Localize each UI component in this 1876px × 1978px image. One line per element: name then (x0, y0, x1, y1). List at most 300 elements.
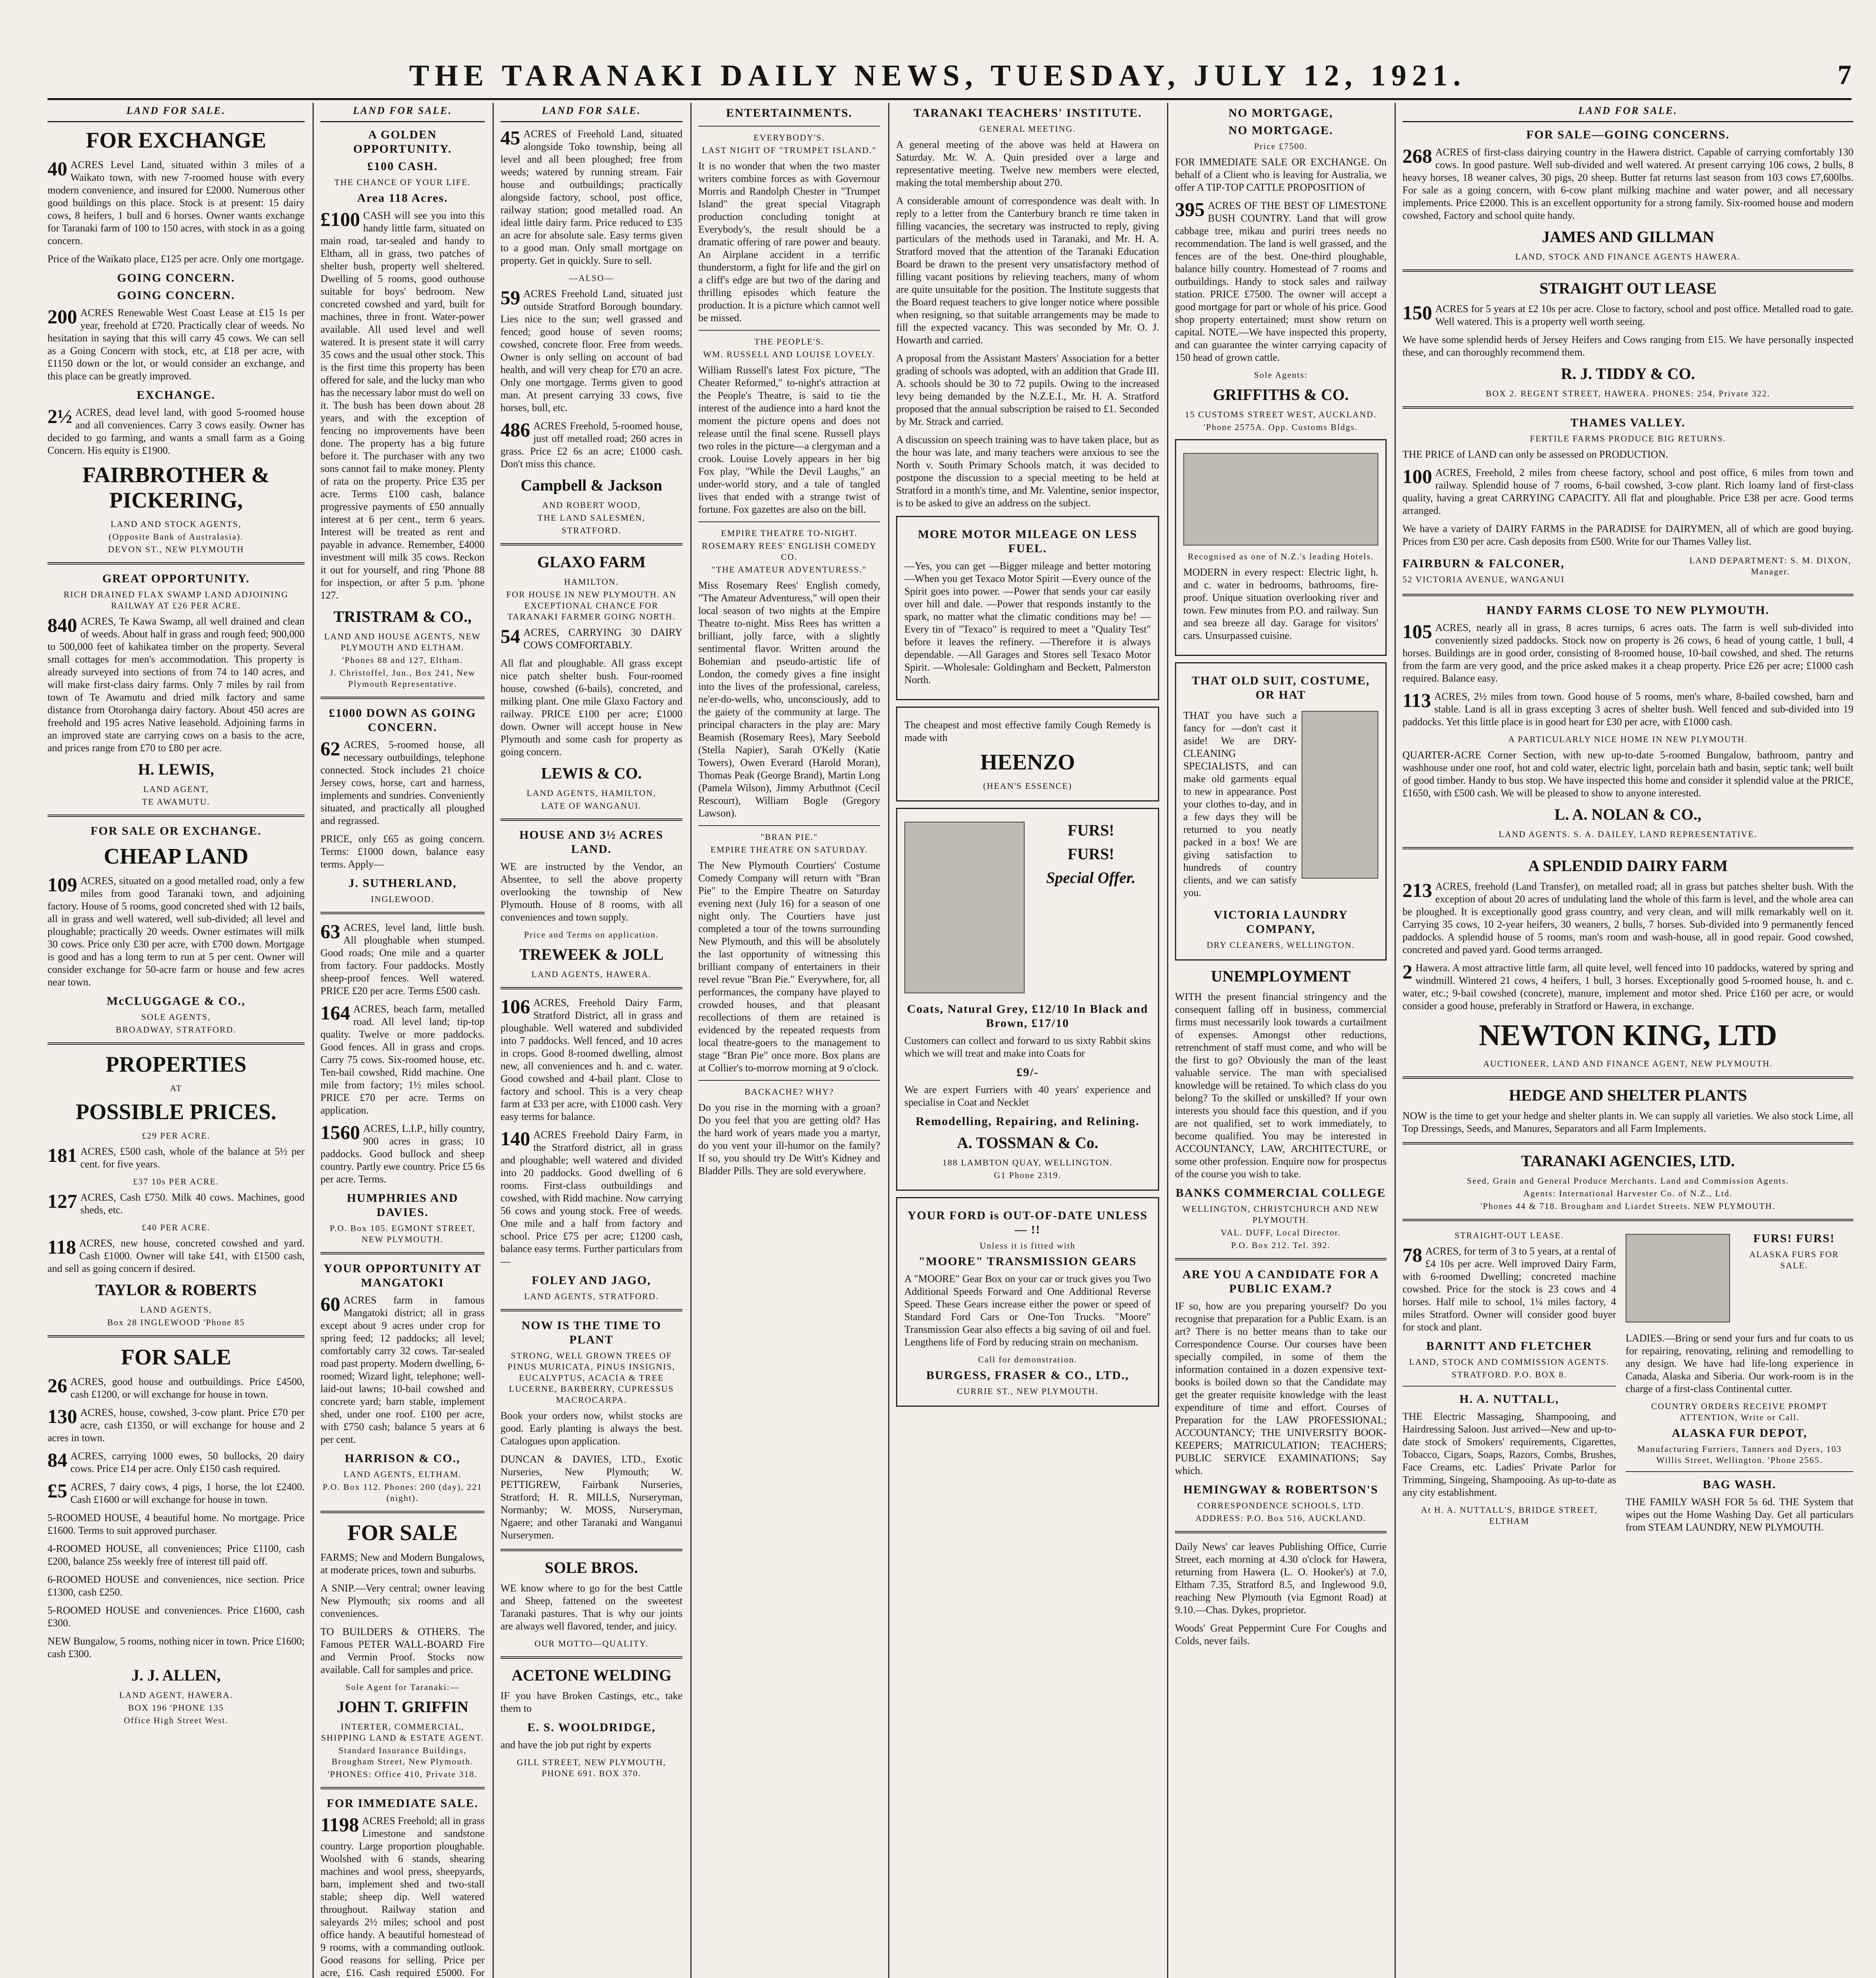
divider (500, 543, 682, 546)
classified-ad (47, 406, 305, 457)
agent-address: (Opposite Bank of Australasia). (108, 532, 244, 542)
ad-text: A "MOORE" Gear Box on your car or truck gives you Two Additional Speeds Forward and One Additional Reverse Speed. These Gears increase either the power or speed of Standard Ford Cars or One-Ton Trucks. "Moore" Transmission Gear also effects a big saving of oil and fuel. Lengthens life of Ford by reducing strain on mechanism. (904, 1273, 1151, 1348)
agent-subtitle: LAND, STOCK AND COMMISSION AGENTS. (1409, 1357, 1610, 1367)
agent-address: At H. A. NUTTALL'S, BRIDGE STREET, ELTHAM (1421, 1505, 1598, 1526)
agent-name: JAMES AND GILLMAN (1542, 228, 1714, 246)
agent-address: 52 VICTORIA AVENUE, WANGANUI (1402, 574, 1565, 584)
ad-heading: PROPERTIES (106, 1052, 246, 1077)
ad-number: 62 (320, 737, 340, 760)
divider (47, 815, 305, 817)
ad-text: ACRES Freehold Land, situated just outside Stratford Borough boundary. Lies nice to the sun; well grassed and fenced; good house of seven rooms; cowshed, concrete floor. Free from weeds. Owner is only selling on account of bad health, and will very cheap for £70 an acre. Only one mortgage. Terms given to good man. At present carrying 33 cows, five horses, bull, etc. (500, 288, 682, 413)
ad-heading: MORE MOTOR MILEAGE ON LESS FUEL. (918, 528, 1137, 555)
classified-ad: NEW Bungalow, 5 rooms, nothing nicer in town. Price £1600; cash £300. (47, 1635, 305, 1660)
ad-number: 127 (47, 1190, 77, 1212)
masthead (16, 55, 1859, 95)
agent-address: P.O. Box 112. Phones: 200 (day), 221 (night). (322, 1482, 483, 1503)
ad-number: 26 (47, 1374, 67, 1396)
ad-subheading: THE CHANCE OF YOUR LIFE. (334, 177, 471, 187)
article-text: William Russell's latest Fox picture, "The Cheater Reformed," to-night's attraction at the People's Theatre, is said to tie the interest of the audience into a hard knot the moment the picture opens and does not release until the final scene. Russell plays two roles in the picture—a clergyman and a crook. Louise Lovely appears in her big Fox play, "While the Devil Laughs," an under-world story, and a tale of tangled lives that ended with a strange twist of fortune. Fox gazettes are also on the bill. (698, 364, 880, 515)
agent-address: P.O. Box 105. EGMONT STREET, NEW PLYMOUTH. (330, 1223, 476, 1244)
ad-subheading: ALASKA FURS FOR SALE. (1749, 1249, 1839, 1270)
classified-ad (47, 1191, 305, 1216)
ad-heading: FOR IMMEDIATE SALE. (326, 1797, 479, 1810)
ad-text: ACRES Renewable West Coast Lease at £15 1s per year, freehold at £720. Practically clear of weeds. No hesitation in saying that this will carry 45 cows. We can sell as a Going Concern with stock, etc, at £18 per acre, with £1150 down or the lot, or would consider an exchange, and this place can be greatly improved. (47, 307, 305, 382)
fox-furs-block (1626, 1228, 1853, 1328)
ad-subheading: GOING CONCERN. (117, 271, 235, 284)
agent-address: Box 28 INGLEWOOD 'Phone 85 (107, 1317, 245, 1327)
classified-ad (320, 1294, 485, 1446)
ad-text: Customers can collect and forward to us sixty Rabbit skins which we will treat and make into Coats for (904, 1035, 1151, 1059)
ad-number: 59 (500, 286, 520, 309)
ad-text: QUARTER-ACRE Corner Section, with new up-to-date 5-roomed Bungalow, bathroom, pantry and washhouse under one roof, hot and cold water, electric light, porcelain bath and basin, septic tank; well built of good timber. Handy to bus stop. We have inspected this home and consider it splendid value at the PRICE, £1650, with £500 cash. We will be pleased to show to anyone interested. (1402, 749, 1853, 799)
ad-number: 105 (1402, 620, 1432, 642)
agent-name: H. LEWIS, (138, 760, 214, 778)
ad-text: ACRES Freehold Dairy Farm, in the Stratford district, all in grass and ploughable; well watered and divided into 20 paddocks. Good dwelling of 6 rooms. First-class outbuildings and cowshed, with Ridd machine. Now carrying 56 cows and young stock. Free of weeds. One mile and a half from factory and school. Price £75 per acre; £1200 cash, balance easy terms. Further particulars from— (500, 1129, 682, 1267)
classified-ad: FARMS; New and Modern Bungalows, at moderate prices, town and suburbs. (320, 1552, 485, 1576)
divider (1402, 1142, 1853, 1144)
ad-text: ACRES, 2½ miles from town. Good house of 5 rooms, men's whare, 8-bailed cowshed, barn and stable. Land is all in grass excepting 3 acres of shelter bush. Well fenced and sub-divided into 19 paddocks. Yet this little place is in good heart for £30 per acre, with £1000 cash. (1402, 691, 1853, 728)
column-divider (493, 103, 494, 1978)
divider (500, 1309, 682, 1311)
ad-text: All flat and ploughable. All grass except nice patch shelter bush. Four-roomed house, cowshed (6-bails), concreted, and milking plant. One mile Glaxo Factory and railway. PRICE £100 per acre; £1000 down. Owner will accept house in New Plymouth and some cash for property as going concern. (500, 657, 682, 758)
classified-ad: 5-ROOMED HOUSE and conveniences. Price £1600, cash £300. (47, 1605, 305, 1629)
agent-name: GRIFFITHS & CO. (1213, 386, 1349, 404)
agent-address: LATE OF WANGANUI. (541, 801, 642, 811)
agent-subtitle: DRY CLEANERS, WELLINGTON. (1207, 940, 1355, 950)
article-heading: BACKACHE? WHY? (744, 1087, 834, 1097)
ad-text: ACRES, dead level land, with good 5-roomed house and all conveniences. Carry 3 cows easily. Owner has decided to go farming, and wants a small farm as a Going Concern. His equity is £1900. (47, 407, 305, 456)
ad-text: ACRES, for term of 3 to 5 years, at a rental of £4 10s per acre. Well improved Dairy Farm, with 6-roomed Dwelling; concreted machine cowshed. Price for the stock is 23 cows and 4 horses. Half mile to school, 1¼ miles factory, 4 miles Stratford. Owner will consider good buyer for stock and plant. (1402, 1245, 1616, 1333)
ad-heading: FOR EXCHANGE (86, 128, 266, 153)
ad-text: ACRES, level land, little bush. All ploughable when stumped. Good roads; One mile and a quarter from factory. Four paddocks. Mostly sheep-proof fences. Well watered. PRICE £20 per acre. Terms £500 cash. (320, 922, 485, 997)
ad-text: ACRES, CARRYING 30 DAIRY COWS COMFORTABLY. (523, 627, 682, 651)
divider (1626, 1471, 1853, 1472)
agent-name: BURGESS, FRASER & CO., LTD., (926, 1369, 1129, 1382)
agent-name: JOHN T. GRIFFIN (337, 1698, 468, 1716)
ad-subheading: GREAT OPPORTUNITY. (102, 572, 250, 585)
ad-heading: FURS! (1067, 845, 1114, 863)
agent-name: BANKS COMMERCIAL COLLEGE (1175, 1186, 1386, 1199)
ad-heading: £100 CASH. (367, 160, 438, 173)
ad-text: We have some splendid herds of Jersey Heifers and Cows ranging from £15. We have personally inspected these, and can thoroughly recommend them. (1402, 334, 1853, 358)
ad-number: 1198 (320, 1813, 359, 1836)
ad-heading: HEDGE AND SHELTER PLANTS (1508, 1086, 1747, 1104)
classified-ad (500, 420, 682, 470)
ad-number: 60 (320, 1293, 340, 1315)
ad-text: and have the job put right by experts (500, 1739, 651, 1751)
ad-text: IF so, how are you preparing yourself? Do you recognise that preparation for a Public Exam. is an art? There is no better means than to take our Correspondence Course. Our courses have been specially compiled, in some of them the information contained in a dozen expensive text-books is boiled down so that the Candidate may get the greater requisite knowledge with the least expenditure of time and effort. Courses of Preparation for the LAW PROFESSIONAL; ACCOUNTANCY; THE UNIVERSITY BOOK-KEEPERS; MATRICULATION; TEACHERS; PUBLIC SERVICE EXAMINATIONS; Say which. (1175, 1300, 1387, 1476)
ad-text: ACRES, freehold (Land Transfer), on metalled road; all in grass but patches shelter bush. With the exception of about 20 acres of undulating land the whole of this farm is level, and the whole area can be ploughed. It is exceptionally good grass country, and very clean, and will milk remarkably well on it. Carrying 35 cows, 10 2-year heifers, 30 weaners, 2 bulls, 7 horses. Sub-divided into 9 permanently fenced paddocks. A splendid house of 5 rooms, man's room and wash-house, all in good repair. Good cowshed, concreted and paved yard. Good terms arranged. (1402, 881, 1853, 955)
ad-subheading: RICH DRAINED FLAX SWAMP LAND ADJOINING RAILWAY AT £26 PER ACRE. (63, 589, 289, 610)
article-subheading: "THE AMATEUR ADVENTURESS." (711, 565, 867, 574)
ad-subheading: Call for demonstration. (978, 1355, 1077, 1364)
classified-ad (1402, 690, 1853, 728)
column-1 (47, 103, 305, 1978)
agent-address: BOX 2. REGENT STREET, HAWERA. PHONES: 254, Private 322. (1486, 388, 1770, 398)
divider (1402, 406, 1853, 409)
ad-text: ACRES Freehold; all in grass Limestone and sandstone country. Large proportion ploughable. Woolshed with 6 stands, shearing machines and wool press, sheepyards, barn, implement shed and two-stall stable; sheep dip. Well watered throughout. Railway station and saleyards 2½ miles; school and post office handy. A beautiful homestead of 9 rooms, with a commanding outlook. Good reasons for selling. Price per acre, £16. Cash required £5000. For (320, 1815, 485, 1978)
ad-text: MODERN in every respect: Electric light, h. and c. water in bedrooms, bathrooms, fire-proof. Unique situation overlooking river and town. Few minutes from P.O. and railway. Sun and sea breeze all day. Garage for visitors' cars. Unsurpassed cuisine. (1183, 566, 1378, 641)
ad-text: ACRES, Freehold Dairy Farm, Stratford District, all in grass and ploughable. Well watered and subdivided into 7 paddocks. Well fenced, and 10 acres in crops. Good 8-roomed dwelling, almost new, all conveniences and h. and c. water. Good cowshed and 4-bail plant. Close to factory and school. This is a very cheap farm at £33 per acre, with £1000 cash. Very easy terms for balance. (500, 997, 682, 1122)
furs-ad-top (904, 816, 1151, 999)
ad-text: ACRES, house, cowshed, 3-cow plant. Price £70 per acre, cash £1350, or will exchange for house and 2 acres in town. (47, 1407, 305, 1444)
classified-ad (320, 1815, 485, 1978)
ad-number: 181 (47, 1144, 77, 1166)
ad-text: DUNCAN & DAVIES, LTD., Exotic Nurseries, New Plymouth; W. PETTIGREW, Fairbank Nurseries, Stratford; H. R. MILLS, Nurseryman, Normanby; W. MOSS, Nurseryman, Ngaere; and other Taranaki and Wanganui Nurserymen. (500, 1453, 682, 1541)
column-divider (1395, 103, 1396, 1978)
ad-subheading: AT (170, 1083, 182, 1093)
price-line: £40 PER ACRE. (142, 1222, 210, 1232)
bottom-left (1402, 1228, 1616, 1539)
furs-heading-block (1735, 1228, 1853, 1328)
article-text: Miss Rosemary Rees' English comedy, "The Amateur Adventuress," will open their local season of two nights at the Empire Theatre to-night. Miss Rees has written a brilliant, jolly farce, with a slightly sentimental flavor. Written around the Bohemian and pseudo-artistic life of London, the comedy gives a fine insight into the lives of the professional, careless, ne'er-do-wells, who, unconsciously, add to the gaiety of the community at large. The principal characters in the play are: Mary Beamish (Rosemary Rees), Mary Seebold (Stella Napier), Sarah O'Kelly (Katie Towers), Owen Everard (Harold Moran), Thomas Peak (George Brand), Martin Long (Pamela Wilson), Jimmy Arbuthnot (Cecil Rescourt), William Bogle (Gregory Lawson). (698, 580, 880, 819)
classified-ad (320, 1122, 485, 1186)
column-2 (320, 103, 485, 1978)
ad-heading: YOUR OPPORTUNITY AT MANGATOKI (324, 1262, 481, 1289)
ad-text: ACRES, 7 dairy cows, 4 pigs, 1 horse, the lot £2400. Cash £1600 or will exchange for house in town. (70, 1481, 305, 1505)
bottom-row (1402, 1228, 1853, 1539)
classified-ad: 5-ROOMED HOUSE, 4 beautiful home. No mortgage. Price £1600. Terms to suit approved purchaser. (47, 1512, 305, 1536)
ad-subheading: STRONG, WELL GROWN TREES OF PINUS MURICATA, PINUS INSIGNIS, EUCALYPTUS, ACACIA & TREE LUCERNE, BARBERRY, CUPRESSUS MACROCARPA. (508, 1351, 675, 1405)
column-divider (888, 103, 889, 1978)
ad-subheading: GOING CONCERN. (117, 289, 235, 302)
agent-address: DEVON ST., NEW PLYMOUTH (108, 544, 244, 554)
agent-address: GILL STREET, NEW PLYMOUTH, PHONE 691. BOX 370. (517, 1757, 666, 1778)
agent-name: R. J. TIDDY & CO. (1561, 365, 1695, 383)
agent-address: BOX 196 'PHONE 135 (128, 1703, 224, 1713)
agent-address: CURRIE ST., NEW PLYMOUTH. (957, 1386, 1099, 1396)
ad-text: ACRES, L.I.P., hilly country, 900 acres in grass; 10 paddocks. Good bullock and sheep country. Partly ewe country. Price £5 6s per acre. Terms. (320, 1123, 485, 1185)
ad-text: THE PRICE of LAND can only be assessed on PRODUCTION. (1402, 449, 1668, 460)
agent-name: FAIRBROTHER & PICKERING, (82, 463, 270, 513)
man-in-suit-illustration (1302, 711, 1378, 879)
classified-ad (500, 1129, 682, 1268)
agent-name: BARNITT AND FLETCHER (1426, 1340, 1592, 1353)
ad-heading: FOR SALE (121, 1345, 231, 1370)
ad-subheading: EXCHANGE. (136, 388, 216, 402)
column-divider (313, 103, 314, 1978)
agent-name: NEWTON KING, LTD (1479, 1019, 1777, 1052)
ad-subheading: Recognised as one of N.Z.'s leading Hotels. (1188, 551, 1374, 561)
divider (1175, 1258, 1387, 1260)
ad-text: ACRES, beach farm, metalled road. All level land; tip-top quality. Twelve or more paddocks. Good fences. All in grass and crops. Carry 75 cows. Six-roomed house, etc. Ten-bail cowshed, Ridd machine. One mile from factory; 1½ miles school. PRICE £70 per acre. Terms on application. (320, 1003, 485, 1116)
divider (1402, 1386, 1616, 1387)
ad-heading: FURS! FURS! (1753, 1232, 1835, 1245)
ad-heading: STRAIGHT-OUT LEASE. (1454, 1230, 1564, 1240)
bottom-right (1626, 1228, 1853, 1539)
fox-illustration (1626, 1234, 1730, 1322)
ad-number: 150 (1402, 301, 1432, 324)
agent-subtitle: LAND AND HOUSE AGENTS, NEW PLYMOUTH AND ELTHAM. (324, 631, 481, 652)
section-header: TARANAKI TEACHERS' INSTITUTE. (913, 106, 1142, 119)
ad-text: LADIES.—Bring or send your furs and fur coats to us for repairing, renovating, relining and remodelling to any design. We have had life-long experience in Canada, Alaska and Siberia. Our work-room is in the charge of a first-class Continental cutter. (1626, 1332, 1853, 1394)
classified-ad: 6-ROOMED HOUSE and conveniences, nice section. Price £1300, cash £250. (47, 1574, 305, 1598)
agent-name: ALASKA FUR DEPOT, (1671, 1427, 1808, 1440)
ad-heading: GLAXO FARM (537, 553, 646, 571)
article-subheading: WM. RUSSELL AND LOUISE LOVELY. (703, 349, 875, 359)
ad-text: We are expert Furriers with 40 years' experience and specialise in Coat and Necklet (904, 1084, 1151, 1108)
furs-ad (896, 808, 1159, 1191)
divider (320, 697, 485, 699)
ad-text: ACRES Freehold, 5-roomed house, just off metalled road; 260 acres in grass. Price £2 6s an acre; £1000 cash. Don't miss this chance. (500, 420, 682, 470)
ad-number: 395 (1175, 198, 1205, 220)
article-text: A general meeting of the above was held at Hawera on Saturday. Mr. W. A. Quin presided over a large and representative meeting. Twelve new members were elected, making the total membership about 270. (896, 139, 1159, 188)
divider (1402, 847, 1853, 849)
agent-subtitle: Seed, Grain and General Produce Merchants. Land and Commission Agents. (1467, 1176, 1789, 1186)
agent-name: Campbell & Jackson (521, 476, 662, 494)
ad-text: ACRES, situated on a good metalled road, only a few miles from good Taranaki town, and adjoining factory. House of 5 rooms, good concreted shed with 12 bails, all in grass and well watered, well sub-divided; all level and ploughable; practically 20 weeds. Owner estimates will milk 30 cows. Price only £30 per acre, with £700 down. Mortgage is good and has a long term to run at 5 per cent. Owner will consider exchange for 50-acre farm or house and few acres near town. (47, 875, 305, 988)
ad-number: 63 (320, 920, 340, 942)
classified-ad (47, 1481, 305, 1506)
ad-number: 140 (500, 1127, 530, 1150)
ad-heading: HANDY FARMS CLOSE TO NEW PLYMOUTH. (1486, 604, 1770, 617)
ad-text: FOR IMMEDIATE SALE OR EXCHANGE. On behalf of a Client who is leaving for Australia, we offer A TIP-TOP CATTLE PROPOSITION of (1175, 156, 1387, 193)
agent-subtitle: LAND AGENTS, HAWERA. (531, 969, 652, 979)
agent-address: LAND DEPARTMENT: S. M. DIXON, Manager. (1689, 555, 1851, 576)
article-subheading: GENERAL MEETING. (979, 124, 1076, 134)
section-header: ENTERTAINMENTS. (726, 106, 853, 119)
classified-ad (1402, 303, 1853, 328)
divider (1175, 1531, 1387, 1533)
article-heading: EMPIRE THEATRE TO-NIGHT. (721, 528, 858, 538)
hotel-illustration (1183, 453, 1378, 546)
agent-name: LEWIS & CO. (541, 764, 642, 782)
ad-text: ACRES of Freehold Land, situated alongside Toko township, being all level and all been ploughed; free from weeds; watered by running stream. Fair house and outbuildings; practically alongside factory, school, post office, railway station; good metalled road. An ideal little dairy farm. Price reduced to £35 an acre for absolute sale. Easy terms given to a good man. Only small mortgage on property. Get in quickly. Sure to sell. (500, 128, 682, 266)
classified-ad (500, 997, 682, 1123)
divider (320, 1511, 485, 1513)
agent-subtitle: LAND AGENT, (143, 784, 209, 794)
notice-text: Woods' Great Peppermint Cure For Coughs and Colds, never fails. (1175, 1622, 1387, 1646)
ad-price: Price £7500. (1254, 141, 1308, 151)
divider (1402, 594, 1853, 596)
article-subheading: LAST NIGHT OF "TRUMPET ISLAND." (702, 145, 877, 155)
agent-name: FAIRBURN & FALCONER, (1402, 557, 1565, 570)
classified-ad (320, 921, 485, 997)
ad-text: Book your orders now, whilst stocks are good. Early planting is always the best. Catalogues upon application. (500, 1410, 682, 1447)
article-text: The New Plymouth Courtiers' Costume Comedy Company will return with "Bran Pie" to the Empire Theatre on Saturday evening next (July 16) for a season of one night only. The Courtiers have just completed a tour of the towns surrounding New Plymouth, and this will be absolutely the last opportunity of witnessing this brilliant company of entertainers in their revel revue "Bran Pie." Everywhere, for, all performances, the company have played to crowded houses, and that pleasant recollections of them are retained is evidenced by the repeated requests from local theatre-goers to the management to stage "Bran Pie" once more. Box plans are at Collier's to-morrow morning at 9 o'clock. (698, 860, 880, 1074)
woman-in-fur-illustration (904, 822, 1025, 993)
ad-heading: "MOORE" TRANSMISSION GEARS (918, 1255, 1137, 1268)
ad-text: ACRES, Cash £750. Milk 40 cows. Machines, good sheds, etc. (80, 1192, 305, 1216)
ad-text: WITH the present financial stringency and the consequent falling off in business, commercial firms must necessarily look towards a curtailment of expenses. Amongst other reductions, retrenchment of staff must come, and who will be the first to go? Obviously the man of the least valuable service. The man with specialised knowledge will be retained. To which class do you belong? To the skilled or unskilled? If your own interests you should face this question, and if you are not qualified, set to work immediately, to become qualified. You may be interested in ACCOUNTANCY, LAW, ARCHITECTURE, or some other profession. Enquire now for prospectus of the course you wish to take. (1175, 991, 1387, 1180)
classified-ad (47, 875, 305, 989)
agent-subtitle: SOLE AGENTS, (141, 1012, 211, 1022)
ad-number: 100 (1402, 465, 1432, 487)
agent-subtitle: LAND AGENTS, ELTHAM. (343, 1469, 462, 1479)
ad-subheading: FOR HOUSE IN NEW PLYMOUTH. AN EXCEPTIONAL CHANCE FOR TARANAKI FARMER GOING NORTH. (506, 589, 677, 621)
divider (698, 521, 880, 522)
classified-ad (47, 1450, 305, 1475)
ad-number: 118 (47, 1236, 76, 1258)
column-5 (896, 103, 1159, 1978)
divider (698, 126, 880, 127)
agent-subtitle: LAND AGENTS, (140, 1305, 212, 1315)
ad-heading: SOLE BROS. (545, 1559, 638, 1576)
ad-text: ACRES, good house and outbuildings. Price £4500, cash £1200, or will exchange for house in town. (70, 1376, 305, 1400)
agent-address: TE AWAMUTU. (142, 797, 210, 807)
agent-address: INGLEWOOD. (371, 894, 434, 904)
heenzo-logo: HEENZO (980, 750, 1075, 775)
article-heading: EVERYBODY'S. (753, 133, 825, 142)
classified-ad (320, 209, 485, 602)
agent-block (1402, 553, 1853, 587)
ad-subheading: COUNTRY ORDERS RECEIVE PROMPT ATTENTION, Write or Call. (1651, 1401, 1828, 1422)
ad-number: 109 (47, 873, 77, 896)
ad-subheading: Remodelling, Repairing, and Relining. (915, 1115, 1140, 1128)
ad-subheading: Sole Agent for Taranaki:— (345, 1682, 460, 1692)
divider (47, 1335, 305, 1338)
agent-name: HUMPHRIES AND DAVIES. (347, 1192, 459, 1219)
ad-text: NOW is the time to get your hedge and shelter plants in. We can supply all varieties. We also stock Lime, all Top Dressings, Seeds, and Manures, Separators and all Farm Implements. (1402, 1110, 1853, 1134)
classified-ad (500, 626, 682, 652)
agent-name: A. TOSSMAN & Co. (957, 1134, 1099, 1152)
divider (320, 1787, 485, 1789)
agent-subtitle: LAND AGENTS, HAMILTON, (527, 788, 656, 798)
column-divider (690, 103, 692, 1978)
ad-number: 78 (1402, 1244, 1422, 1266)
ad-heading: THAT OLD SUIT, COSTUME, OR HAT (1192, 674, 1370, 701)
ad-text: ACRES Level Land, situated within 3 miles of a Waikato town, with new 7-roomed house with every modern convenience, and insured for £2000. Numerous other good buildings on this place. Stock is at present: 15 dairy cows, 8 heifers, 1 bull and 6 horses. Owner wants exchange for Taranaki farm of 100 to 150 acres, with stock in as a going concern. (47, 159, 305, 246)
section-header: LAND FOR SALE. (47, 103, 305, 122)
ad-subheading: Sole Agents: (1254, 370, 1308, 380)
agent-subtitle: LAND AGENT, HAWERA. (119, 1690, 233, 1700)
ad-text: We have a variety of DAIRY FARMS in the PARADISE for DAIRYMEN, all of which are good buying. Prices from £30 per acre. Cash deposits from £500. Write for our Thames Valley list. (1402, 523, 1853, 547)
laundry-ad-body (1183, 705, 1378, 905)
classified-ad (500, 288, 682, 414)
ad-text: ACRES, nearly all in grass, 8 acres turnips, 6 acres oats. The farm is well sub-divided into conveniently sized paddocks. Stock now on property is 26 cows, 6 head of young cattle, 1 bull, 4 horses. Buildings are in good order, consisting of 8-roomed house, 10-bail cowshed, and shed. The returns from the farm are very good, and the price asked makes it a cheap property. Price £26 per acre; £1000 cash required. Balance easy. (1402, 622, 1853, 684)
ad-heading: ACETONE WELDING (511, 1666, 672, 1684)
texaco-ad (896, 516, 1159, 700)
section-header: LAND FOR SALE. (320, 103, 485, 122)
ad-heading: THAMES VALLEY. (1570, 416, 1686, 429)
ad-text: ACRES, new house, concreted cowshed and yard. Cash £1000. Owner will take £41, with £1500 cash, and sell as going concern if desired. (47, 1237, 305, 1274)
agent-subtitle: AUCTIONEER, LAND AND FINANCE AGENT, NEW PLYMOUTH. (1483, 1059, 1773, 1069)
masthead-rule (47, 98, 1851, 100)
article-text: It is no wonder that when the two master writers combine forces as with Governour Morris and Randolph Chester in "Trumpet Island" the great special Vitagraph production concluding tonight at Everybody's, the result should be a dramatic offering of rare power and beauty. An Airplane accident in a terrific thunderstorm, a fight for life and the girl on a cliff's edge are but two of the daring and thrilling episodes which feature the production. It is a picture which cannot well be missed. (698, 160, 880, 324)
ad-heading: ARE YOU A CANDIDATE FOR A PUBLIC EXAM.? (1182, 1268, 1380, 1295)
ad-text: ACRES, Freehold, 2 miles from cheese factory, school and post office, 6 miles from town and railway. Splendid house of 7 rooms, 6-bail cowshed, 3-cow plant. Rich loamy land of first-class quality, having a great CARRYING CAPACITY. All flat and ploughable. Price £38 per acre. Good terms arranged. (1402, 467, 1853, 516)
ad-text: ACRES for 5 years at £2 10s per acre. Close to factory, school and post office. Metalled road to gate. Well watered. This is a property well worth seeing. (1435, 303, 1853, 327)
ad-subheading: Price and Terms on application. (524, 930, 659, 940)
column-4 (698, 103, 880, 1978)
agent-name: HARRISON & CO., (345, 1452, 460, 1465)
agent-address: Standard Insurance Buildings, Brougham Street, New Plymouth. (332, 1745, 474, 1766)
classified-ad (47, 1376, 305, 1401)
agent-address: ADDRESS: P.O. Box 516, AUCKLAND. (1195, 1513, 1366, 1523)
agent-address: STRATFORD. P.O. BOX 8. (1452, 1370, 1567, 1379)
classified-ad (1175, 199, 1387, 364)
agent-address: Manufacturing Furriers, Tanners and Dyers, 103 Willis Street, Wellington. 'Phone 2565. (1637, 1444, 1842, 1465)
ad-text: THE FAMILY WASH FOR 5s 6d. THE System that wipes out the Home Washing Day. Get all particulars from STEAM LAUNDRY, NEW PLYMOUTH. (1626, 1496, 1853, 1533)
ad-number: 130 (47, 1405, 77, 1427)
ad-number: 2 (1402, 961, 1412, 983)
ad-number: 840 (47, 614, 77, 636)
classified-ad (47, 1237, 305, 1275)
divider (500, 1656, 682, 1659)
divider (698, 1080, 880, 1081)
ad-number: 268 (1402, 145, 1432, 167)
agent-subtitle: AND ROBERT WOOD, (542, 500, 641, 510)
classified-ad: 4-ROOMED HOUSE, all conveniences; Price £1100, cash £200, balance 25s weekly free of interest till paid off. (47, 1543, 305, 1567)
ad-number: £5 (47, 1480, 67, 1502)
article-heading: "BRAN PIE." (760, 832, 818, 842)
ad-text: —Yes, you can get —Bigger mileage and better motoring —When you get Texaco Motor Spirit —Every ounce of the Spirit goes into power. —Power that sends your car easily over hill and dale. —Power that responds instantly to the spark, no matter what the climatic conditions may be! —Every tin of "Texaco" is required to meet a "Quality Test" before it leaves the refinery. —Therefore it is always dependable. —All Garages and Stores sell Texaco Motor Spirit. —Wholesale: Goldingham and Beckett, Palmerston North. (904, 560, 1151, 686)
section-header: LAND FOR SALE. (1402, 103, 1853, 122)
ad-price: £9/- (1016, 1066, 1039, 1079)
page-number: 7 (1838, 60, 1851, 90)
agent-name: TARANAKI AGENCIES, LTD. (1521, 1152, 1735, 1170)
ad-heading: A SPLENDID DAIRY FARM (1528, 857, 1728, 875)
ad-number: 164 (320, 1002, 350, 1024)
divider (47, 1042, 305, 1045)
classified-ad (47, 1406, 305, 1444)
classified-ad (1402, 146, 1853, 222)
ad-number: 486 (500, 419, 530, 441)
article-text: Do you rise in the morning with a groan? Do you feel that you are getting old? Has the hard work of years made you a martyr, do you vent your ill-humor on the family? If so, you should try De Witt's Kidney and Bladder Pills. They are sold everywhere. (698, 1102, 880, 1177)
hotel-ad (1175, 439, 1387, 656)
article-heading: THE PEOPLE'S. (754, 337, 824, 347)
column-7 (1402, 103, 1853, 1978)
agent-address: BROADWAY, STRATFORD. (116, 1025, 237, 1034)
section-header: LAND FOR SALE. (500, 103, 682, 122)
ad-text: The cheapest and most effective family Cough Remedy is made with (904, 719, 1151, 743)
column-3 (500, 103, 682, 1978)
ad-text: ACRES, £500 cash, whole of the balance at 5½ per cent. for five years. (80, 1146, 305, 1170)
article-text: A discussion on speech training was to have taken place, but as the hour was late, and many teachers were anxious to see the North v. South Primary Schools match, it was decided to postpone the discussion to a special meeting to be held at Stratford in a month's time, and Mr. Valentine, senior inspector, is to be asked to give an address on the subject. (896, 434, 1159, 509)
ad-heading: £1000 DOWN AS GOING CONCERN. (329, 707, 476, 734)
agent-name: H. A. NUTTALL, (1459, 1393, 1559, 1406)
ad-subheading: HAMILTON. (564, 577, 619, 587)
ad-heading: BAG WASH. (1703, 1478, 1776, 1491)
ad-heading: FOR SALE (347, 1521, 458, 1545)
ad-heading: NO MORTGAGE, (1228, 106, 1333, 119)
ad-number: 2½ (47, 405, 72, 427)
ad-subheading: Coats, Natural Grey, £12/10 In Black and Brown, £17/10 (907, 1002, 1148, 1030)
ad-heading: FOR SALE—GOING CONCERNS. (1526, 128, 1730, 141)
ad-heading: STRAIGHT OUT LEASE (1539, 279, 1717, 297)
ad-heading: Special Offer. (1046, 869, 1136, 887)
divider (320, 1252, 485, 1254)
divider (500, 1549, 682, 1551)
divider (698, 330, 880, 331)
agent-subtitle: LAND, STOCK AND FINANCE AGENTS HAWERA. (1515, 252, 1741, 261)
article-subheading: ROSEMARY REES' ENGLISH COMEDY CO. (702, 541, 877, 562)
ad-price: Price of the Waikato place, £125 per acre. Only one mortgage. (47, 253, 304, 265)
agent-name: TAYLOR & ROBERTS (95, 1281, 257, 1299)
column-divider (1167, 103, 1168, 1978)
classified-ad (1402, 466, 1853, 517)
agent-address: WELLINGTON, CHRISTCHURCH AND NEW PLYMOUTH. (1182, 1204, 1380, 1225)
ad-text: ACRES of first-class dairying country in the Hawera district. Capable of carrying comfortably 130 cows. In good pasture. Well sub-divided and well watered. At present carrying 106 cows, 2 bulls, 8 heavy horses, 18 weaner calves, 30 pigs, 20 sheep. Butter fat returns last season from 103 cows £7,600lbs. For sale as a going concern, with 6-cow plant milking machine and water power, and all necessary implements. Price £2000. This is an excellent opportunity for a strong family. Six-roomed house and modern cowshed, Factory and school quite handy. (1402, 146, 1853, 221)
ad-number: 84 (47, 1449, 67, 1471)
ad-heading: CHEAP LAND (104, 844, 248, 869)
ad-heading: NO MORTGAGE. (1228, 124, 1333, 137)
divider (500, 987, 682, 989)
divider (1402, 269, 1853, 272)
divider (47, 562, 305, 565)
ad-subheading: A PARTICULARLY NICE HOME IN NEW PLYMOUTH. (1508, 734, 1748, 744)
agent-name: VICTORIA LAUNDRY COMPANY, (1213, 908, 1348, 936)
ad-heading: YOUR FORD is OUT-OF-DATE UNLESS — !! (907, 1209, 1148, 1236)
column-6 (1175, 103, 1387, 1978)
agent-name: HEMINGWAY & ROBERTSON'S (1183, 1483, 1378, 1496)
agent-name: TREWEEK & JOLL (519, 945, 664, 963)
ad-heading: NOW IS THE TIME TO PLANT (521, 1319, 661, 1346)
classified-ad (1402, 880, 1853, 956)
classified-ad: TO BUILDERS & OTHERS. The Famous PETER WALL-BOARD Fire and Vermin Proof. Stocks now available. Call for samples and price. (320, 1626, 485, 1675)
ad-subheading: —ALSO— (569, 273, 614, 283)
agent-address: G1 Phone 2319. (994, 1170, 1061, 1180)
